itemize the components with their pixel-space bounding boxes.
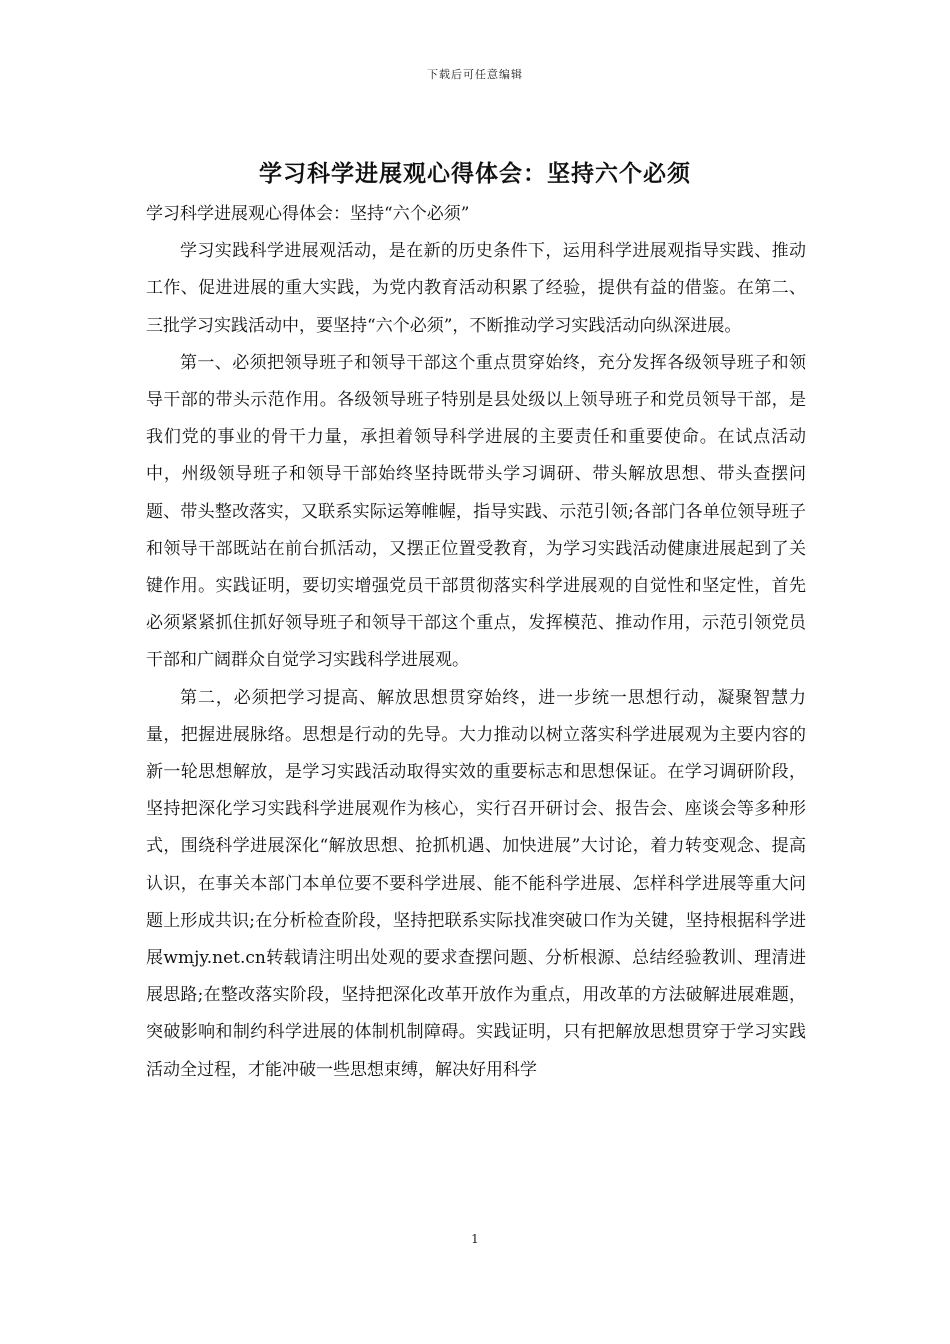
page-header-note: 下载后可任意编辑 — [427, 68, 523, 81]
paragraph-first: 第一、必须把领导班子和领导干部这个重点贯穿始终，充分发挥各级领导班子和领导干部的带头示范作用。各级领导班子特别是县处级以上领导班子和党员领导干部，是我们党的事业的骨干力量，承担着领导科学进展的主要责任和重要使命。在试点活动中，州级领导班子和领导干部始终坚持既带头学习调研、带头解放思想、带头查摆问题、带头整改落实，又联系实际运筹帷幄，指导实践、示范引领;各部门各单位领导班子和领导干部既站在前台抓活动，又摆正位置受教育，为学习实践活动健康进展起到了关键作用。实践证明，要切实增强党员干部贯彻落实科学进展观的自觉性和坚定性，首先必须紧紧抓住抓好领导班子和领导干部这个重点，发挥模范、推动作用，示范引领党员干部和广阔群众自觉学习实践科学进展观。 — [146, 352, 806, 671]
page-number: 1 — [471, 1232, 479, 1246]
paragraph-second: 第二，必须把学习提高、解放思想贯穿始终，进一步统一思想行动，凝聚智慧力量，把握进展脉络。思想是行动的先导。大力推动以树立落实科学进展观为主要内容的新一轮思想解放，是学习实践活动取得实效的重要标志和思想保证。在学习调研阶段，坚持把深化学习实践科学进展观作为核心，实行召开研讨会、报告会、座谈会等多种形式，围绕科学进展深化“解放思想、抢抓机遇、加快进展”大讨论，着力转变观念、提高认识，在事关本部门本单位要不要科学进展、能不能科学进展、怎样科学进展等重大问题上形成共识;在分析检查阶段，坚持把联系实际找准突破口作为关键，坚持根据科学进展wmjy.net.cn转载请注明出处观的要求查摆问题、分析根源、总结经验教训、理清进展思路;在整改落实阶段，坚持把深化改革开放作为重点，用改革的方法破解进展难题，突破影响和制约科学进展的体制机制障碍。实践证明，只有把解放思想贯穿于学习实践活动全过程，才能冲破一些思想束缚，解决好用科学 — [146, 687, 806, 1080]
paragraph-intro: 学习实践科学进展观活动，是在新的历史条件下，运用科学进展观指导实践、推动工作、促进进展的重大实践，为党内教育活动积累了经验，提供有益的借鉴。在第二、三批学习实践活动中，要坚持“六个必须”，不断推动学习实践活动向纵深进展。 — [146, 241, 806, 336]
document-subtitle: 学习科学进展观心得体会：坚持“六个必须” — [146, 204, 470, 224]
document-title: 学习科学进展观心得体会：坚持六个必须 — [259, 160, 691, 187]
document-body — [146, 196, 806, 1089]
